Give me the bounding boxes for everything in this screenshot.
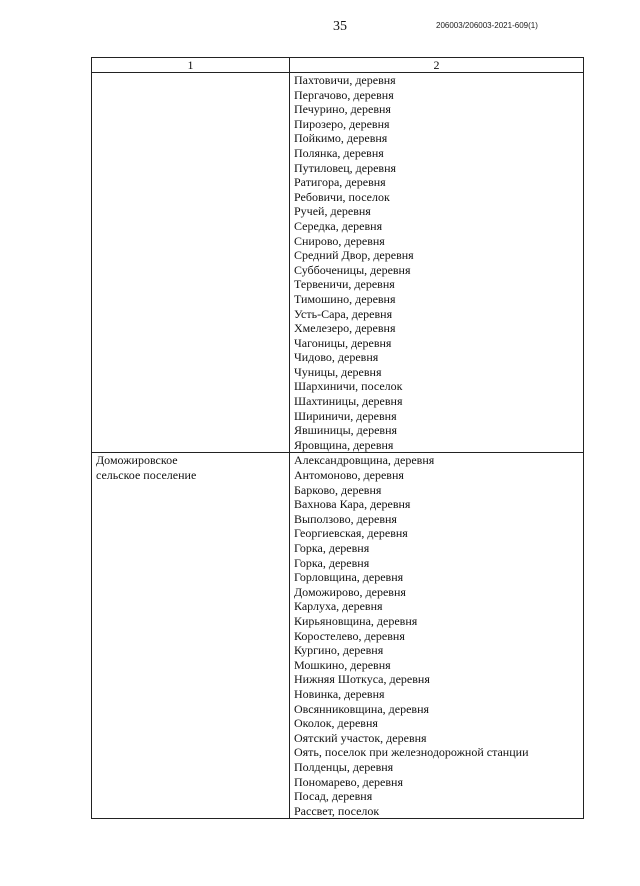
column-header-2: 2 [290,58,584,73]
settlement-entry: Пойкимо, деревня [294,131,388,146]
column-header-1: 1 [92,58,290,73]
settlement-entry: Рассвет, поселок [294,803,380,818]
settlement-entry: Пахтовичи, деревня [294,73,396,87]
settlement-entry: Тервеничи, деревня [294,277,395,292]
settlement-entry: Ручей, деревня [294,204,371,219]
settlement-entry: Антомоново, деревня [294,468,404,483]
settlement-entry: Кургино, деревня [294,643,384,658]
settlement-entry: Хмелезеро, деревня [294,321,396,336]
settlement-entry: Выползово, деревня [294,511,397,526]
settlement-entry: Полянка, деревня [294,145,384,160]
settlement-entry: Шархиничи, поселок [294,379,403,394]
settlement-entry: Снирово, деревня [294,233,385,248]
settlement-entry: Тимошино, деревня [294,291,396,306]
settlement-entry: Чидово, деревня [294,350,379,365]
settlement-entry: Коростелево, деревня [294,628,405,643]
settlement-entry: Кирьяновщина, деревня [294,613,418,628]
settlement-entry: Путиловец, деревня [294,160,397,175]
settlement-entry: Георгиевская, деревня [294,526,408,541]
settlement-entry: Ребовичи, поселок [294,189,390,204]
settlement-entry: Новинка, деревня [294,686,385,701]
settlement-entry: Карлуха, деревня [294,599,383,614]
settlement-entry: Чуницы, деревня [294,364,382,379]
settlement-entry: Середка, деревня [294,218,383,233]
settlement-entry: Пономарево, деревня [294,774,403,789]
settlement-entry: Околок, деревня [294,716,378,731]
settlement-entry: Александровщина, деревня [294,453,435,468]
settlement-entry: Нижняя Шоткуса, деревня [294,672,430,687]
table-row [92,453,584,819]
settlements-cell [290,453,584,819]
settlement-entry: Мошкино, деревня [294,657,391,672]
table-header-row [92,58,584,73]
table-body [92,73,584,819]
settlement-entry: Пирозеро, деревня [294,116,390,131]
settlements-table [91,57,584,819]
settlement-entry: Шириничи, деревня [294,408,397,423]
settlement-entry: Чагоницы, деревня [294,335,392,350]
settlement-entry: Горловщина, деревня [294,570,404,585]
region-cell [92,73,290,453]
settlement-entry: Полденцы, деревня [294,759,394,774]
page-number: 35 [333,19,347,34]
settlement-entry: Пергачово, деревня [294,87,394,102]
table-row [92,73,584,453]
settlement-entry: Печурино, деревня [294,102,391,117]
settlements-cell [290,73,584,453]
settlement-entry: Посад, деревня [294,789,373,804]
region-name-line: Доможировское [96,453,178,468]
settlement-entry: Средний Двор, деревня [294,248,414,263]
settlement-entry: Суббоченицы, деревня [294,262,411,277]
settlement-entry: Барково, деревня [294,482,382,497]
settlement-entry: Ратигора, деревня [294,175,386,190]
settlement-entry: Вахнова Кара, деревня [294,497,411,512]
settlement-entry: Горка, деревня [294,555,370,570]
settlement-entry: Явшиницы, деревня [294,423,398,438]
settlement-entry: Доможирово, деревня [294,584,406,599]
settlement-entry: Усть-Сара, деревня [294,306,393,321]
settlement-entry: Оятский участок, деревня [294,730,427,745]
settlement-entry: Оять, поселок при железнодорожной станции [294,745,529,760]
settlement-entry: Овсянниковщина, деревня [294,701,430,716]
settlement-entry: Горка, деревня [294,541,370,555]
settlement-entry: Яровщина, деревня [294,437,394,452]
region-cell [92,453,290,819]
document-code: 206003/206003-2021-609(1) [436,21,538,30]
settlement-entry: Шахтиницы, деревня [294,394,403,409]
region-name-line: сельское поселение [96,468,197,483]
